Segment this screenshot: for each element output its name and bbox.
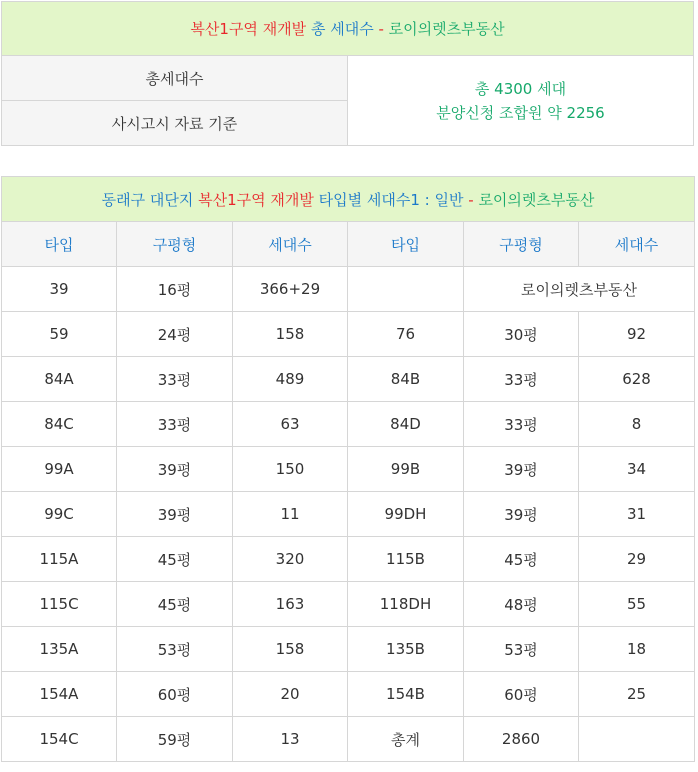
type-cell: 99A — [2, 447, 117, 492]
units-cell: 158 — [233, 312, 348, 357]
type-cell: 115B — [348, 537, 464, 582]
pyeong-cell: 39평 — [117, 447, 233, 492]
pyeong-cell: 60평 — [117, 672, 233, 717]
summary-title-dash: - — [373, 20, 389, 38]
pyeong-cell: 48평 — [464, 582, 579, 627]
type-table — [1, 176, 695, 762]
type-cell: 115C — [2, 582, 117, 627]
type-cell: 135B — [348, 627, 464, 672]
table-row — [2, 672, 695, 717]
type-cell: 84B — [348, 357, 464, 402]
total-units-label: 총세대수 — [2, 56, 348, 101]
type-title-brand: 로이의렛츠부동산 — [478, 190, 595, 209]
pyeong-cell: 53평 — [464, 627, 579, 672]
pyeong-cell: 33평 — [464, 402, 579, 447]
table-row — [2, 582, 695, 627]
units-cell: 31 — [579, 492, 695, 537]
summary-title-brand: 로이의렛츠부동산 — [388, 20, 505, 38]
units-cell: 320 — [233, 537, 348, 582]
units-cell: 20 — [233, 672, 348, 717]
units-cell: 34 — [579, 447, 695, 492]
table-row — [2, 627, 695, 672]
header-units: 세대수 — [579, 222, 695, 267]
units-cell: 11 — [233, 492, 348, 537]
units-cell: 55 — [579, 582, 695, 627]
header-type: 타입 — [2, 222, 117, 267]
units-cell: 13 — [233, 717, 348, 762]
pyeong-cell: 45평 — [117, 582, 233, 627]
pyeong-cell: 24평 — [117, 312, 233, 357]
type-cell: 135A — [2, 627, 117, 672]
pyeong-cell: 30평 — [464, 312, 579, 357]
table-row — [2, 267, 695, 312]
summary-title-area: 복산1구역 재개발 — [190, 20, 307, 38]
pyeong-cell: 45평 — [464, 537, 579, 582]
type-cell: 76 — [348, 312, 464, 357]
basis-label: 사시고시 자료 기준 — [2, 101, 348, 146]
summary-title-total: 총 세대수 — [310, 20, 374, 38]
pyeong-cell: 60평 — [464, 672, 579, 717]
table-row — [2, 492, 695, 537]
empty-cell — [348, 267, 464, 312]
type-title-dash: - — [463, 190, 479, 209]
type-cell: 84C — [2, 402, 117, 447]
type-title-suffix: 타입별 세대수1 : 일반 — [313, 190, 464, 209]
table-row — [2, 402, 695, 447]
summary-title — [2, 2, 694, 56]
units-cell: 92 — [579, 312, 695, 357]
type-cell: 99C — [2, 492, 117, 537]
total-units-value-cell — [348, 56, 694, 146]
total-label-cell: 총계 — [348, 717, 464, 762]
type-cell: 59 — [2, 312, 117, 357]
type-cell: 84A — [2, 357, 117, 402]
pyeong-cell: 39평 — [464, 447, 579, 492]
type-cell: 154B — [348, 672, 464, 717]
total-value-cell: 2860 — [464, 717, 579, 762]
total-units-value: 총 4300 세대 — [474, 79, 567, 98]
summary-table — [1, 1, 694, 146]
pyeong-cell: 59평 — [117, 717, 233, 762]
table-row — [2, 357, 695, 402]
applicants-value: 분양신청 조합원 약 2256 — [436, 103, 605, 122]
header-type: 타입 — [348, 222, 464, 267]
header-pyeong: 구평형 — [117, 222, 233, 267]
type-cell: 118DH — [348, 582, 464, 627]
pyeong-cell: 39평 — [117, 492, 233, 537]
pyeong-cell: 45평 — [117, 537, 233, 582]
units-cell: 29 — [579, 537, 695, 582]
type-cell: 99B — [348, 447, 464, 492]
header-units: 세대수 — [233, 222, 348, 267]
pyeong-cell: 16평 — [117, 267, 233, 312]
type-title-area: 복산1구역 재개발 — [198, 190, 314, 209]
units-cell: 628 — [579, 357, 695, 402]
table-row — [2, 537, 695, 582]
type-cell: 154C — [2, 717, 117, 762]
type-table-title — [2, 177, 695, 222]
table-row — [2, 312, 695, 357]
pyeong-cell: 39평 — [464, 492, 579, 537]
units-cell: 8 — [579, 402, 695, 447]
units-cell: 163 — [233, 582, 348, 627]
empty-cell — [579, 717, 695, 762]
type-cell: 39 — [2, 267, 117, 312]
type-cell: 154A — [2, 672, 117, 717]
units-cell: 25 — [579, 672, 695, 717]
units-cell: 489 — [233, 357, 348, 402]
header-pyeong: 구평형 — [464, 222, 579, 267]
type-cell: 84D — [348, 402, 464, 447]
units-cell: 158 — [233, 627, 348, 672]
pyeong-cell: 33평 — [117, 357, 233, 402]
type-title-prefix: 동래구 대단지 — [101, 190, 199, 209]
type-cell: 99DH — [348, 492, 464, 537]
units-cell: 63 — [233, 402, 348, 447]
units-cell: 18 — [579, 627, 695, 672]
pyeong-cell: 33평 — [117, 402, 233, 447]
table-row — [2, 447, 695, 492]
brand-watermark: 로이의렛츠부동산 — [464, 267, 695, 312]
type-cell: 115A — [2, 537, 117, 582]
units-cell: 150 — [233, 447, 348, 492]
pyeong-cell: 33평 — [464, 357, 579, 402]
pyeong-cell: 53평 — [117, 627, 233, 672]
units-cell: 366+29 — [233, 267, 348, 312]
table-row — [2, 717, 695, 762]
